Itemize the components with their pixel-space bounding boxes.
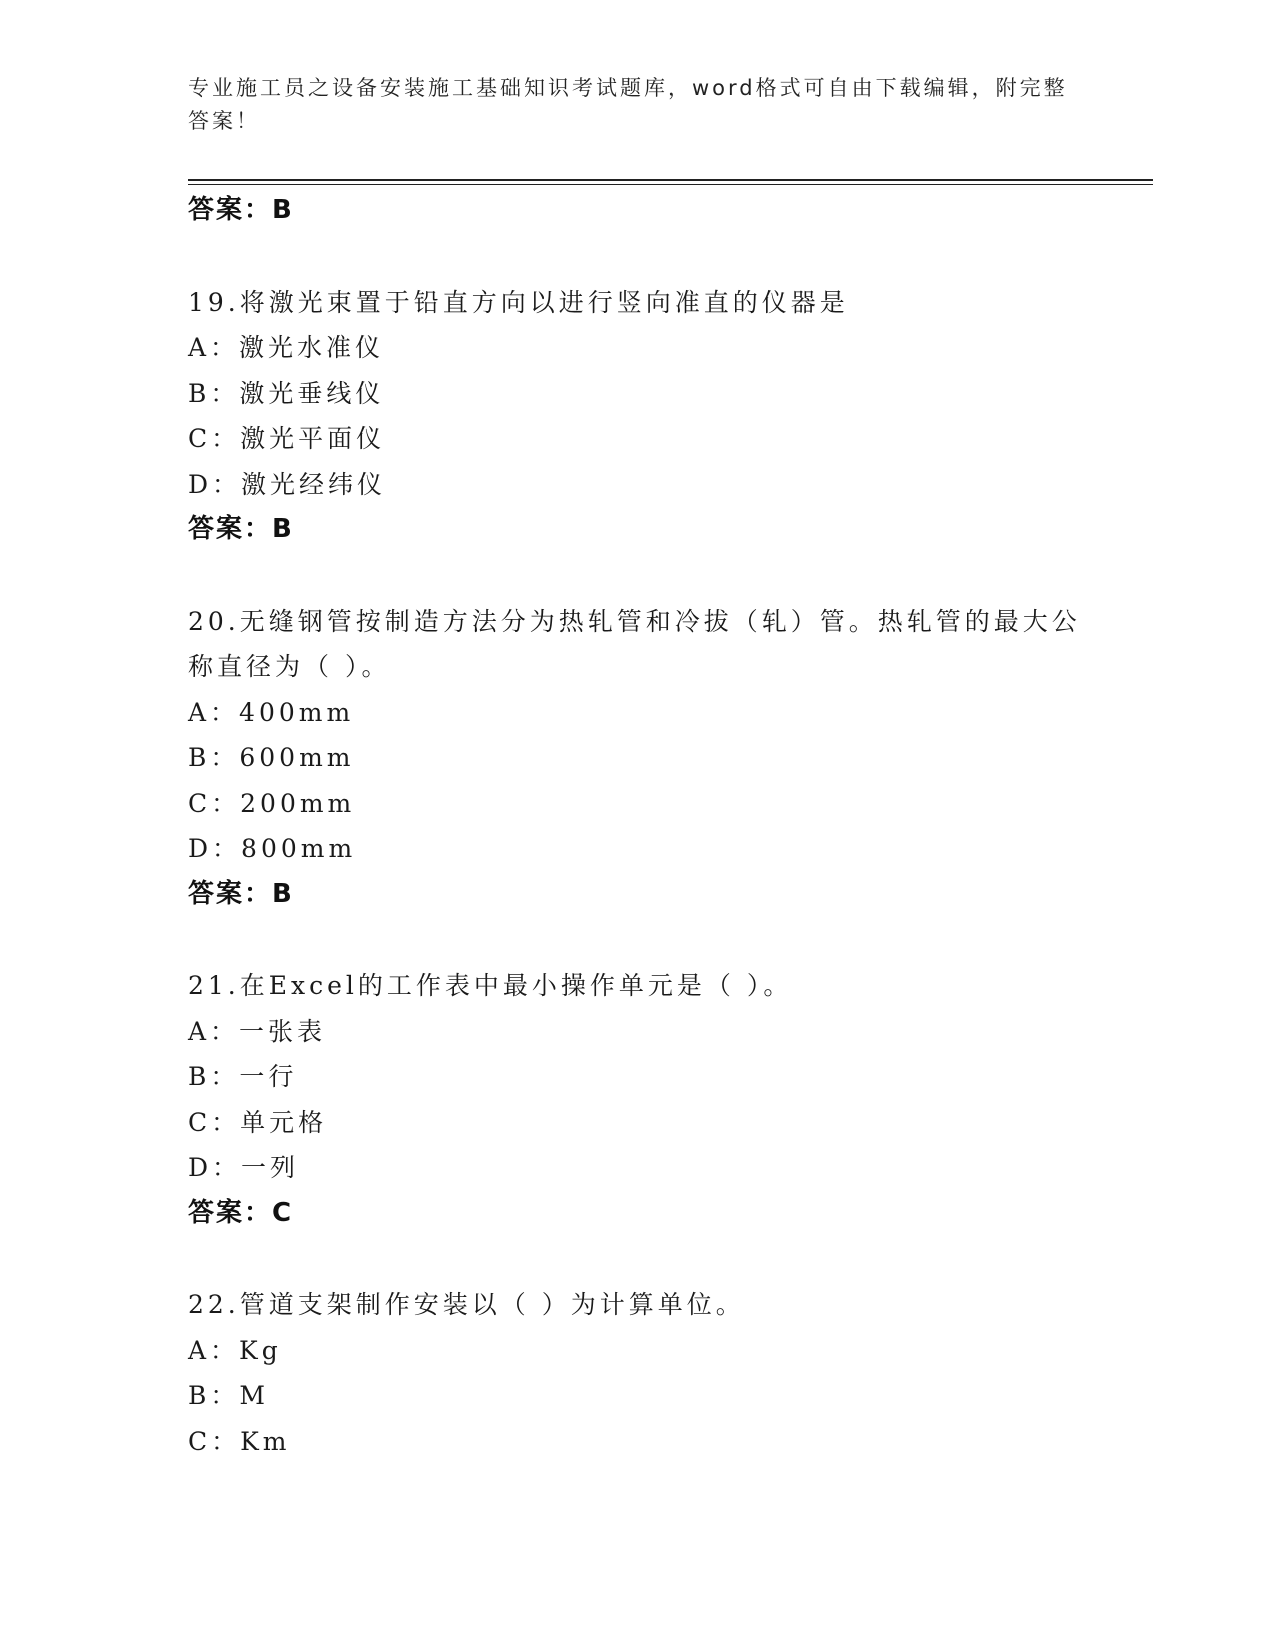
question-stem: 19.将激光束置于铅直方向以进行竖向准直的仪器是 [188,287,849,317]
answer-line: 答案：B [188,878,294,909]
option-b: B：M [188,1381,269,1410]
question-list [188,188,1088,1464]
question-block [188,963,1088,1236]
question-block [188,280,1088,553]
question-stem: 22.管道支架制作安装以（ ）为计算单位。 [188,1290,745,1319]
option-a: A：400mm [188,697,355,727]
option-d: D：一列 [188,1153,300,1182]
question-block [188,1282,1088,1464]
option-b: B：激光垂线仪 [188,378,385,408]
header-rule-thick [188,179,1153,181]
question-stem: 21.在Excel的工作表中最小操作单元是（ ）。 [188,971,793,1000]
option-a: A：激光水准仪 [188,333,385,362]
document-header: 专业施工员之设备安装施工基础知识考试题库，word格式可自由下载编辑，附完整答案！ [188,76,1068,133]
option-a: A：一张表 [188,1016,327,1046]
header-rule-thin [188,184,1153,185]
option-a: A：Kg [188,1335,282,1365]
option-d: D：激光经纬仪 [188,469,387,499]
spacer [188,553,1088,599]
option-c: C：Km [188,1426,291,1456]
answer-line: 答案：B [188,195,294,225]
question-stem-continued: 称直径为（ ）。 [188,652,391,681]
option-c: C：激光平面仪 [188,424,386,453]
option-b: B：600mm [188,743,355,772]
option-b: B：一行 [188,1062,298,1091]
answer-line: 答案：B [188,514,294,544]
option-c: C：单元格 [188,1107,328,1137]
question-block [188,599,1088,918]
answer-line: 答案：C [188,1197,294,1228]
option-c: C：200mm [188,788,356,818]
question-stem: 20.无缝钢管按制造方法分为热轧管和冷拔（轧）管。热轧管的最大公 [188,606,1081,636]
spacer [188,917,1088,963]
option-d: D：800mm [188,834,357,863]
spacer [188,1236,1088,1282]
spacer [188,234,1088,280]
